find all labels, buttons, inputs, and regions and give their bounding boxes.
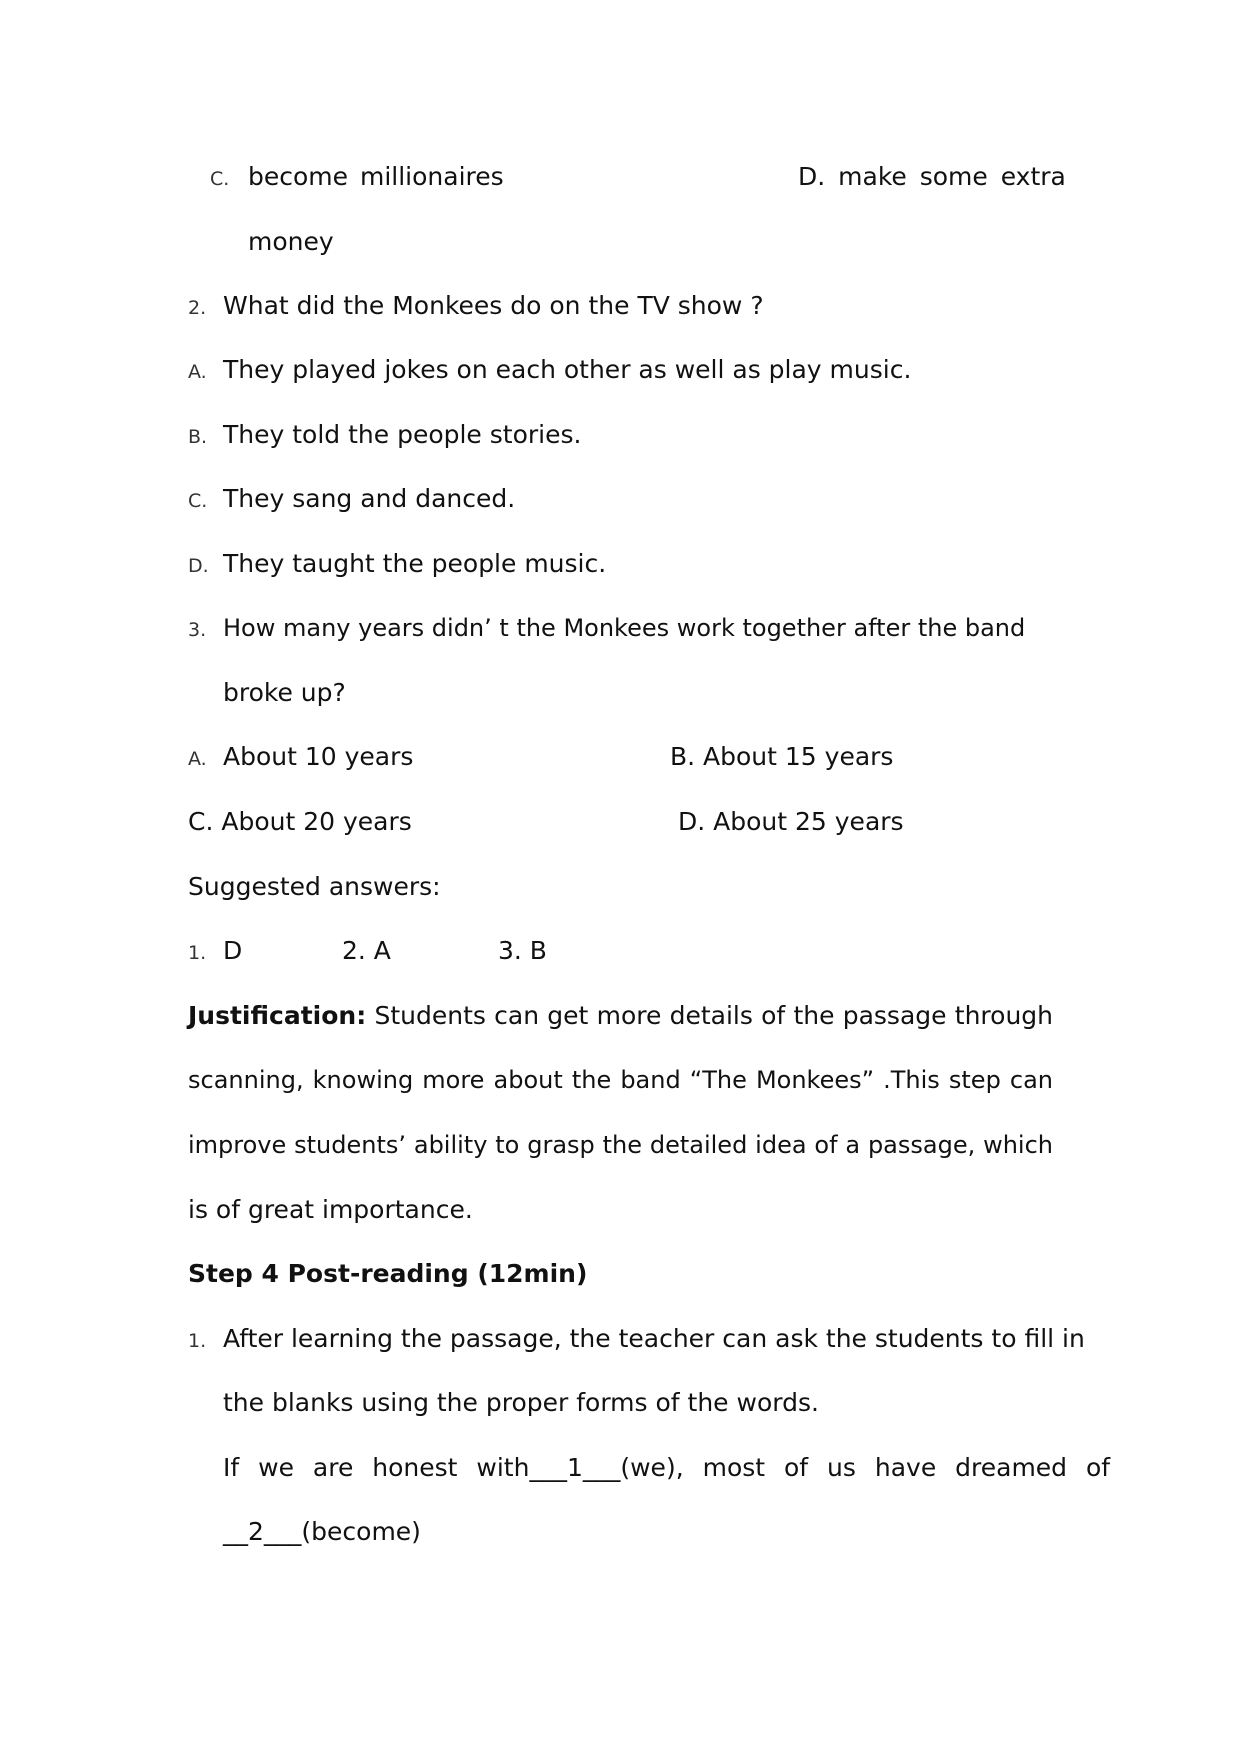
justification-line-3: improve students’ ability to grasp the detailed idea of a passage, which <box>188 1131 1053 1159</box>
question-3-option-a-text: About 10 years <box>223 742 414 771</box>
question-2-option-a-text: They played jokes on each other as well as play music. <box>223 355 912 384</box>
answers-marker: 1. <box>188 942 207 964</box>
question-3-text-line2: broke up? <box>223 678 346 707</box>
question-2-option-c-marker: C. <box>188 490 208 512</box>
question-2-number: 2. <box>188 297 207 319</box>
question-2-option-b-text: They told the people stories. <box>223 420 582 449</box>
question-2-option-d-marker: D. <box>188 555 209 577</box>
question-2-option-b-marker: B. <box>188 426 208 448</box>
question-2-text: What did the Monkees do on the TV show ? <box>223 291 764 320</box>
question-3-option-c-text: C. About 20 years <box>188 807 412 836</box>
suggested-answers-heading: Suggested answers: <box>188 872 441 901</box>
step-4-item-line-2: the blanks using the proper forms of the words. <box>223 1388 819 1417</box>
answer-1: D <box>223 936 243 965</box>
option-d-text-continued: money <box>248 227 334 256</box>
justification-text-1: Students can get more details of the passage through <box>374 1001 1054 1030</box>
answer-3: 3. B <box>498 936 547 965</box>
fill-in-exercise-line-1: If we are honest with___1___(we), most of us have dreamed of <box>223 1453 1111 1482</box>
step-4-item-marker: 1. <box>188 1330 207 1352</box>
question-3-text-line1: How many years didn’ t the Monkees work together after the band <box>223 614 1026 642</box>
step-4-heading: Step 4 Post-reading (12min) <box>188 1259 588 1288</box>
answer-2: 2. A <box>342 936 391 965</box>
fill-in-exercise-line-2: __2___(become) <box>223 1517 421 1546</box>
question-3-number: 3. <box>188 619 207 641</box>
option-c-text: become millionaires <box>248 162 504 191</box>
question-3-option-b-text: B. About 15 years <box>670 742 894 771</box>
justification-line-4: is of great importance. <box>188 1195 473 1224</box>
justification-line-2: scanning, knowing more about the band “The Monkees” .This step can <box>188 1066 1053 1094</box>
step-4-item-line-1: After learning the passage, the teacher can ask the students to fill in <box>223 1324 1085 1353</box>
option-d-text: D. make some extra <box>798 162 1066 191</box>
justification-line-1 <box>188 999 1053 1033</box>
question-2-option-c-text: They sang and danced. <box>223 484 516 513</box>
question-2-option-d-text: They taught the people music. <box>223 549 607 578</box>
question-3-option-d-text: D. About 25 years <box>678 807 904 836</box>
question-3-option-a-marker: A. <box>188 748 207 770</box>
option-c-marker: C. <box>210 168 230 190</box>
justification-label: Justification: <box>188 1001 367 1030</box>
question-2-option-a-marker: A. <box>188 361 207 383</box>
